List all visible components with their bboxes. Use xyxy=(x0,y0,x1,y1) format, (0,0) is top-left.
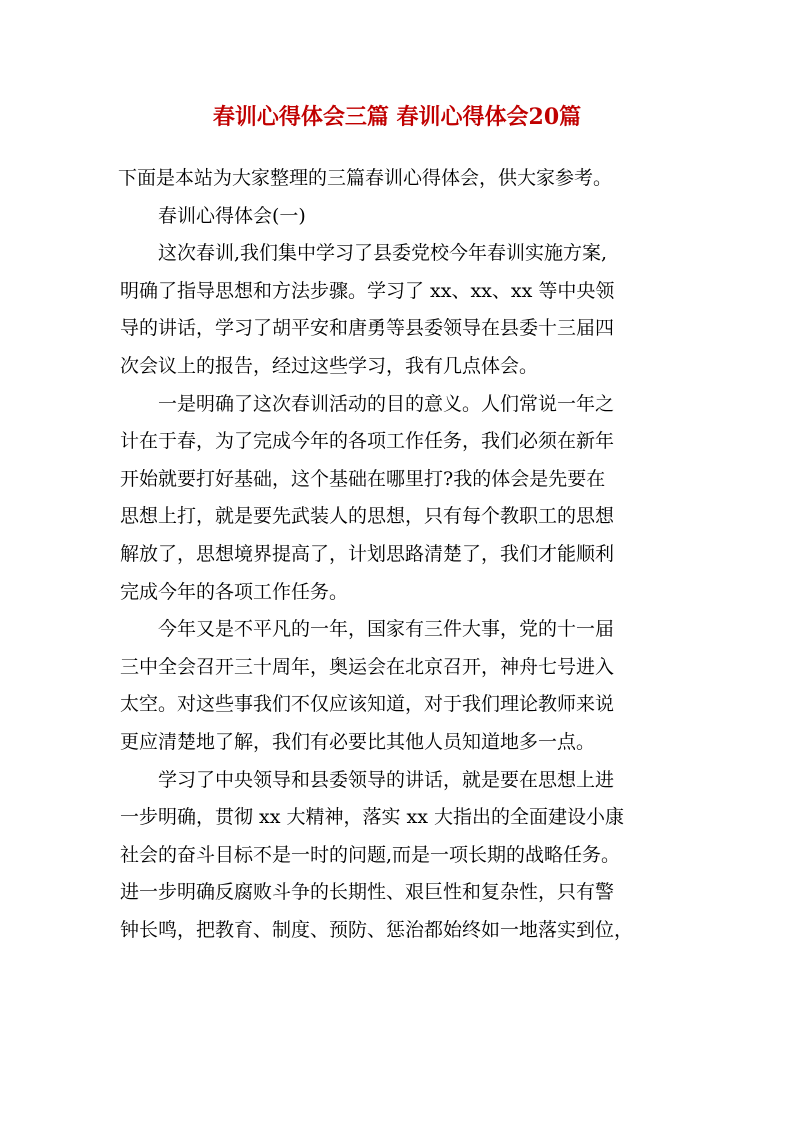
paragraph-line: 今年又是不平凡的一年，国家有三件大事，党的十一届 xyxy=(158,618,615,641)
body-paragraph-4 xyxy=(120,762,688,950)
paragraph-line: 次会议上的报告，经过这些学习，我有几点体会。 xyxy=(120,354,539,377)
paragraph-line: 进一步明确反腐败斗争的长期性、艰巨性和复杂性，只有警 xyxy=(120,881,615,904)
body-paragraph-2 xyxy=(120,386,688,612)
document-body xyxy=(120,160,688,949)
paragraph-line: 导的讲话，学习了胡平安和唐勇等县委领导在县委十三届四 xyxy=(120,317,615,340)
paragraph-line: 解放了，思想境界提高了，计划思路清楚了，我们才能顺利 xyxy=(120,542,615,565)
paragraph-line: 完成今年的各项工作任务。 xyxy=(120,580,349,603)
paragraph-line: 这次春训,我们集中学习了县委党校今年春训实施方案, xyxy=(158,242,608,265)
section-heading-text: 春训心得体会(一) xyxy=(158,204,306,227)
document-title: 春训心得体会三篇 春训心得体会20篇 xyxy=(212,104,582,130)
paragraph-line: 明确了指导思想和方法步骤。学习了 xx、xx、xx 等中央领 xyxy=(120,279,615,302)
paragraph-line: 计在于春，为了完成今年的各项工作任务，我们必须在新年 xyxy=(120,430,615,453)
section-heading xyxy=(120,198,688,236)
paragraph-line: 太空。对这些事我们不仅应该知道，对于我们理论教师来说 xyxy=(120,693,615,716)
intro-paragraph xyxy=(118,160,688,198)
paragraph-line: 社会的奋斗目标不是一时的问题,而是一项长期的战略任务。 xyxy=(120,843,621,866)
paragraph-line: 思想上打，就是要先武装人的思想，只有每个教职工的思想 xyxy=(120,505,615,528)
paragraph-line: 开始就要打好基础，这个基础在哪里打?我的体会是先要在 xyxy=(120,467,606,490)
intro-line: 下面是本站为大家整理的三篇春训心得体会，供大家参考。 xyxy=(118,167,613,189)
body-paragraph-1 xyxy=(120,235,688,385)
body-paragraph-3 xyxy=(120,611,688,761)
paragraph-line: 更应清楚地了解，我们有必要比其他人员知道地多一点。 xyxy=(120,730,596,753)
paragraph-line: 一是明确了这次春训活动的目的意义。人们常说一年之 xyxy=(158,392,615,415)
paragraph-line: 钟长鸣，把教育、制度、预防、惩治都始终如一地落实到位， xyxy=(120,918,634,941)
paragraph-line: 一步明确，贯彻 xx 大精神，落实 xx 大指出的全面建设小康 xyxy=(120,806,625,829)
paragraph-line: 学习了中央领导和县委领导的讲话，就是要在思想上进 xyxy=(158,768,615,791)
paragraph-line: 三中全会召开三十周年，奥运会在北京召开，神舟七号进入 xyxy=(120,655,615,678)
